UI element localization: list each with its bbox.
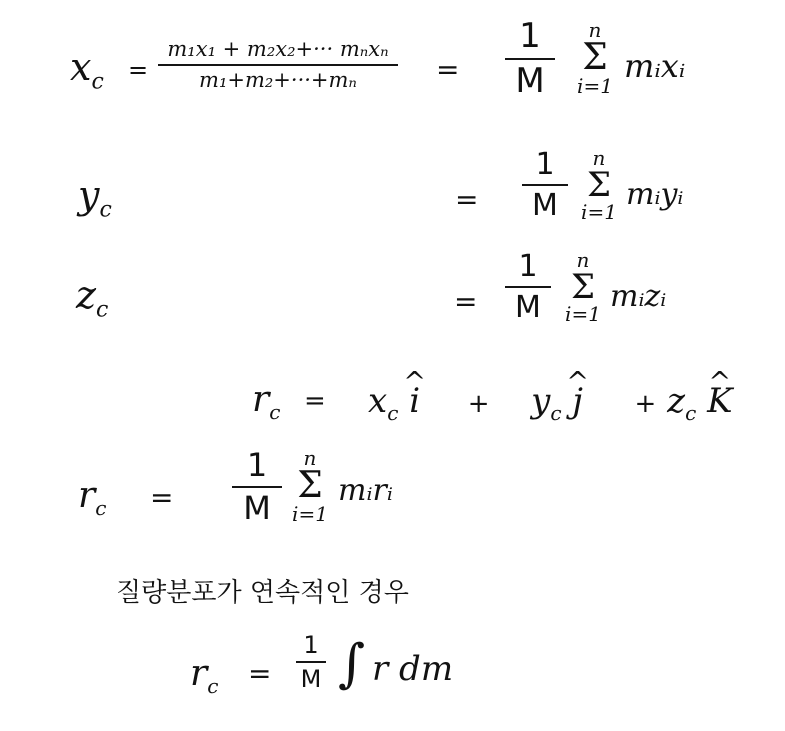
eq5-bar bbox=[232, 486, 282, 488]
eq6-integrand: r dm bbox=[372, 649, 454, 689]
continuous-distribution-note: 질량분포가 연속적인 경우 bbox=[116, 578, 409, 608]
eq3-one: 1 bbox=[518, 249, 538, 284]
eq1-M: M bbox=[515, 61, 545, 102]
eq2-sum-lower: i=1 bbox=[581, 200, 617, 224]
eq6-equals: = bbox=[248, 657, 272, 690]
eq1-sigma: Σ bbox=[582, 37, 608, 78]
eq6-one: 1 bbox=[303, 631, 319, 659]
eq6-one-over-M bbox=[296, 632, 326, 693]
eq3-sum-upper: n bbox=[576, 248, 590, 272]
eq1-summation bbox=[570, 20, 620, 96]
eq3-term: mᵢzᵢ bbox=[610, 279, 667, 314]
eq3-one-over-M bbox=[505, 250, 551, 324]
eq1-equals: = bbox=[128, 56, 149, 84]
eq5-sigma: Σ bbox=[297, 465, 323, 506]
eq2-lhs: $y_c$ bbox=[78, 173, 112, 223]
eq5-term: mᵢrᵢ bbox=[338, 473, 393, 508]
eq4-plus1: + bbox=[467, 389, 490, 419]
i-hat-unit-vector: ^ i bbox=[409, 384, 420, 418]
eq2-sum-upper: n bbox=[592, 146, 606, 170]
eq1-numerator: m₁x₁ + m₂x₂+··· mₙxₙ bbox=[167, 37, 389, 61]
eq1-sum-lower: i=1 bbox=[577, 74, 613, 98]
eq2-sigma: Σ bbox=[586, 165, 612, 205]
eq5-equals: = bbox=[150, 481, 174, 514]
j-hat-unit-vector: ^ j bbox=[572, 384, 583, 418]
eq6-bar bbox=[296, 661, 326, 663]
eq2-M: M bbox=[532, 188, 558, 223]
eq3-summation bbox=[560, 250, 606, 324]
eq4-plus2: + bbox=[634, 389, 657, 419]
eq5-lhs: $r_c$ bbox=[78, 475, 107, 521]
eq4-y: y bbox=[531, 381, 551, 421]
eq3-sigma: Σ bbox=[570, 267, 596, 307]
eq1-lhs: $x_c$ bbox=[70, 45, 104, 95]
eq1-fraction-bar bbox=[158, 64, 398, 66]
eq3-M: M bbox=[515, 290, 541, 325]
integral-sign: ∫ bbox=[338, 634, 366, 694]
eq1-equals2: = bbox=[436, 53, 460, 86]
eq6-M: M bbox=[300, 665, 322, 694]
eq4-z: z bbox=[667, 381, 686, 421]
eq5-summation bbox=[286, 448, 334, 524]
eq3-sum-lower: i=1 bbox=[565, 302, 601, 326]
eq2-one-over-M bbox=[522, 148, 568, 222]
eq2-bar bbox=[522, 184, 568, 186]
eq3-lhs: $z_c$ bbox=[76, 273, 109, 323]
eq5-one-over-M bbox=[232, 448, 282, 526]
eq1-one: 1 bbox=[519, 16, 541, 56]
eq6-lhs: $r_c$ bbox=[190, 653, 219, 699]
eq2-term: mᵢyᵢ bbox=[626, 177, 684, 212]
eq4-rhs: $x_c$ ^ $i + y_c$ ^ $j + z_c$ ^ K bbox=[368, 384, 732, 418]
k-hat-unit-vector: ^ K bbox=[707, 384, 732, 418]
eq2-one: 1 bbox=[535, 147, 555, 182]
eq2-summation bbox=[576, 148, 622, 222]
eq4-lhs: $r_c$ bbox=[252, 379, 281, 425]
eq5-sum-upper: n bbox=[303, 446, 317, 470]
eq1-term: mᵢxᵢ bbox=[624, 47, 686, 85]
eq5-M: M bbox=[243, 489, 271, 528]
eq1-bar bbox=[505, 58, 555, 60]
eq2-equals: = bbox=[455, 183, 479, 216]
eq1-sum-upper: n bbox=[588, 18, 602, 42]
eq4-equals: = bbox=[304, 386, 326, 416]
eq3-equals: = bbox=[454, 285, 478, 318]
eq4-x: x bbox=[368, 381, 388, 421]
eq1-one-over-M bbox=[505, 18, 555, 101]
eq5-one: 1 bbox=[246, 446, 268, 484]
eq1-fraction bbox=[158, 38, 398, 92]
eq1-denominator: m₁+m₂+···+mₙ bbox=[199, 68, 357, 93]
eq5-sum-lower: i=1 bbox=[292, 502, 328, 526]
eq3-bar bbox=[505, 286, 551, 288]
